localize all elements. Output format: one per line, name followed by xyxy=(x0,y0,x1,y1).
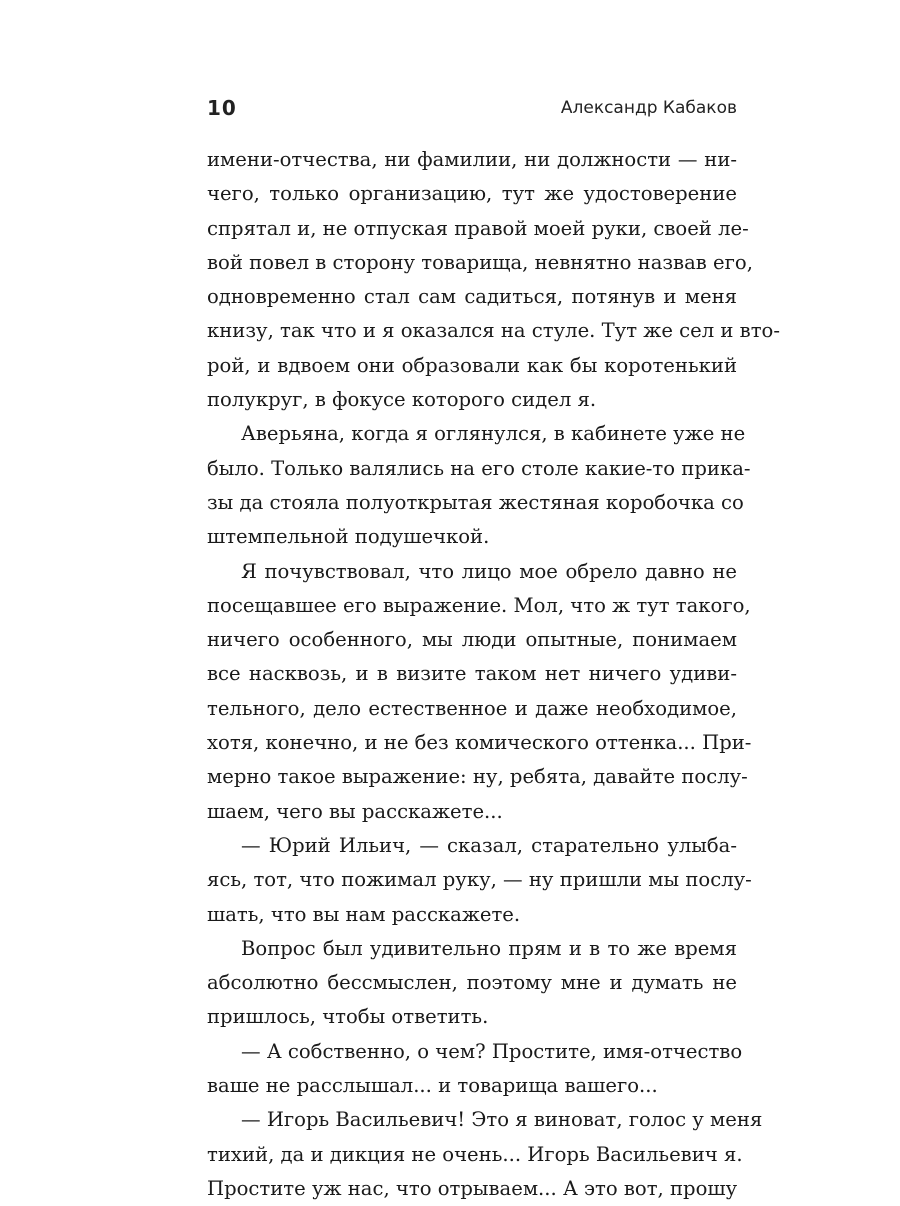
page-header xyxy=(207,96,737,126)
text-line: ваше не расслышал... и товарища вашего... xyxy=(207,1074,658,1098)
text-line: тельного, дело естественное и даже необходимое, xyxy=(207,696,737,720)
paragraph xyxy=(207,417,751,554)
text-line: спрятал и, не отпуская правой моей руки, своей ле- xyxy=(207,216,749,240)
text-line: — Юрий Ильич, — сказал, старательно улыба- xyxy=(241,833,737,857)
text-line: Аверьяна, когда я оглянулся, в кабинете уже не xyxy=(241,422,746,446)
page-number: 10 xyxy=(207,96,237,120)
text-line: вой повел в сторону товарища, невнятно назвав его, xyxy=(207,250,753,274)
text-line: Простите уж нас, что отрываем... А это вот, прошу xyxy=(207,1176,738,1200)
paragraph xyxy=(207,829,752,932)
text-line: Вопрос был удивительно прям и в то же время xyxy=(241,936,737,960)
text-line: зы да стояла полуоткрытая жестяная коробочка со xyxy=(207,490,744,514)
text-line: посещавшее его выражение. Мол, что ж тут такого, xyxy=(207,593,751,617)
text-line: пришлось, чтобы ответить. xyxy=(207,1005,489,1029)
text-line: имени-отчества, ни фамилии, ни должности — ни- xyxy=(207,148,737,171)
paragraph xyxy=(207,1035,743,1104)
body-text xyxy=(207,143,780,1206)
paragraph xyxy=(207,143,780,417)
text-line: книзу, так что и я оказался на стуле. Тут же сел и вто- xyxy=(207,319,780,343)
text-line: — А собственно, о чем? Простите, имя-отчество xyxy=(241,1039,743,1063)
text-line: Я почувствовал, что лицо мое обрело давно не xyxy=(241,559,737,583)
paragraph xyxy=(207,555,752,829)
text-line: абсолютно бессмыслен, поэтому мне и думать не xyxy=(207,971,737,995)
text-line: чего, только организацию, тут же удостоверение xyxy=(207,182,737,206)
text-line: одновременно стал сам садиться, потянув и меня xyxy=(207,285,737,309)
text-line: штемпельной подушечкой. xyxy=(207,525,490,549)
paragraph xyxy=(207,1103,763,1206)
text-line: все насквозь, и в визите таком нет ничего удиви- xyxy=(207,662,737,686)
text-line: шаем, чего вы расскажете... xyxy=(207,799,503,823)
text-line: — Игорь Васильевич! Это я виноват, голос у меня xyxy=(241,1108,763,1132)
text-line: ясь, тот, что пожимал руку, — ну пришли мы послу- xyxy=(207,868,752,892)
running-head-author: Александр Кабаков xyxy=(560,98,737,118)
text-line: рой, и вдвоем они образовали как бы коротенький xyxy=(207,353,737,377)
text-line: хотя, конечно, и не без комического оттенка... При- xyxy=(207,731,752,755)
text-line: ничего особенного, мы люди опытные, понимаем xyxy=(207,628,737,652)
paragraph xyxy=(207,932,737,1035)
text-line: мерно такое выражение: ну, ребята, давайте послу- xyxy=(207,765,748,789)
text-line: было. Только валялись на его столе какие-то прика- xyxy=(207,456,751,480)
text-line: шать, что вы нам расскажете. xyxy=(207,902,521,926)
text-line: тихий, да и дикция не очень... Игорь Васильевич я. xyxy=(207,1142,743,1166)
text-line: полукруг, в фокусе которого сидел я. xyxy=(207,388,597,412)
